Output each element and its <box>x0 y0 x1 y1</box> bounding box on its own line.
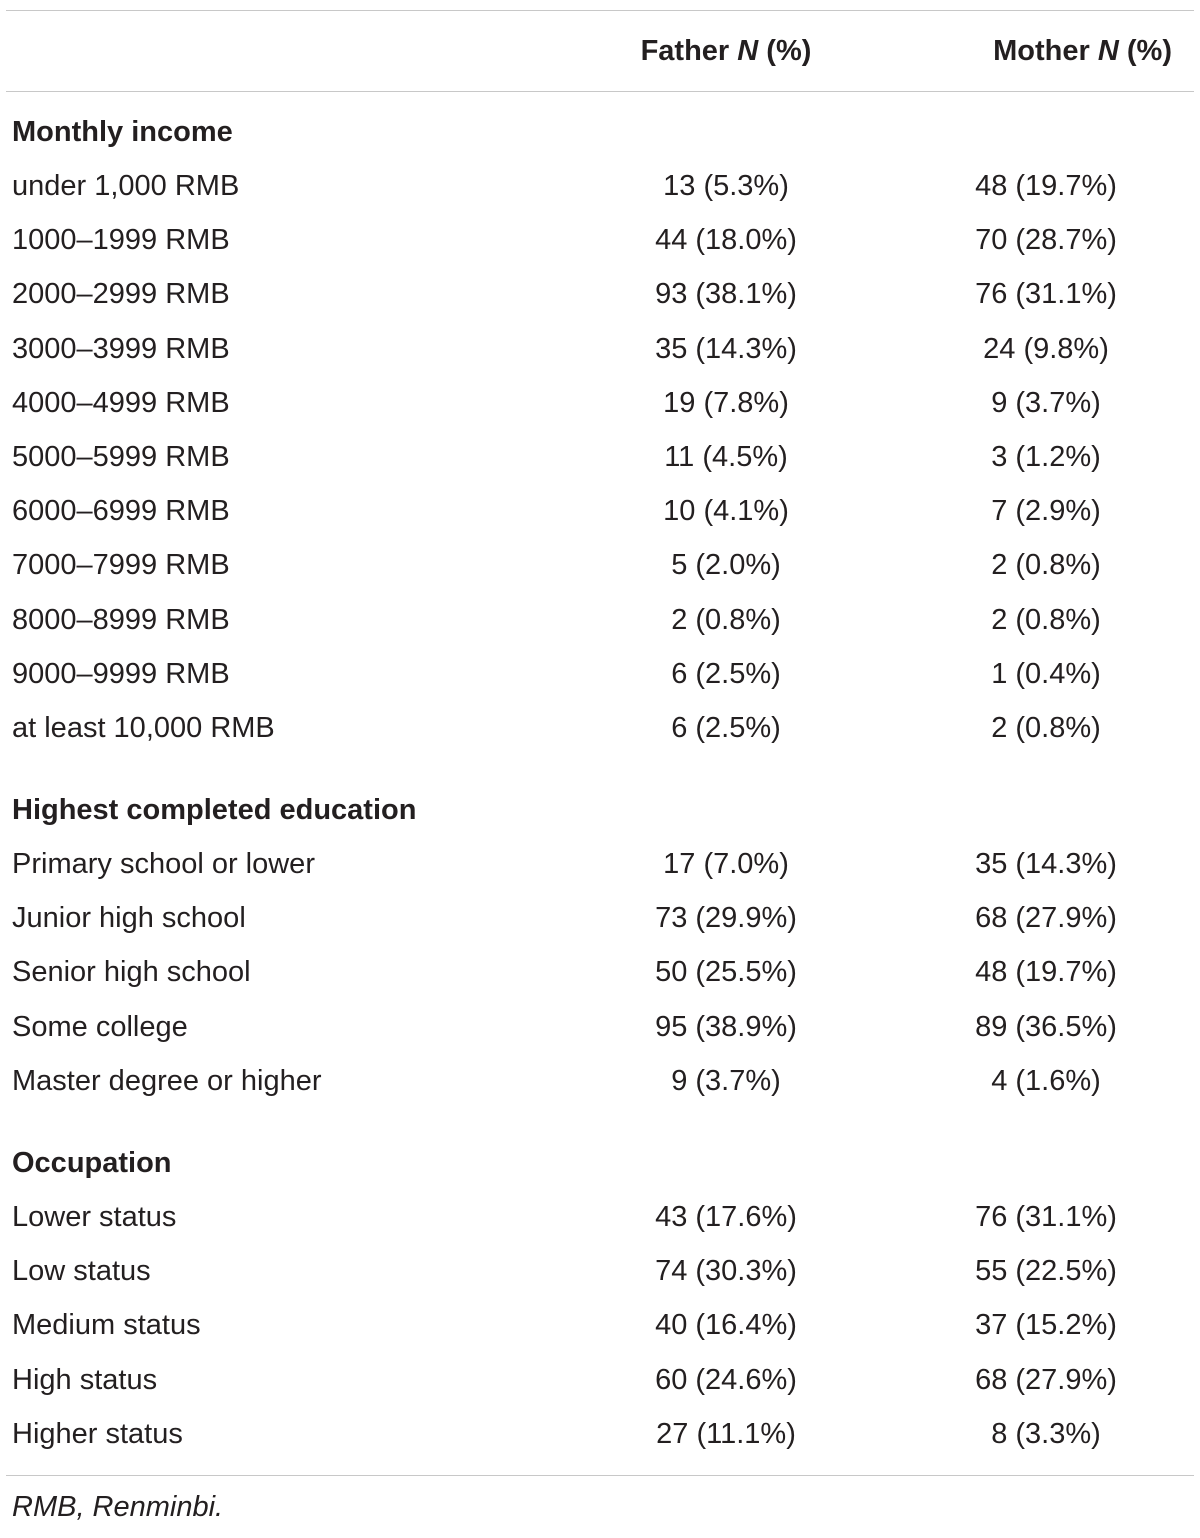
table-footnote: RMB, Renminbi. <box>12 1490 224 1523</box>
father-value: 6 (2.5%) <box>671 657 781 690</box>
table-row <box>6 322 1194 376</box>
mother-value: 35 (14.3%) <box>975 848 1117 881</box>
table-row <box>6 538 1194 592</box>
row-label: 1000–1999 RMB <box>12 224 230 257</box>
table-row <box>6 1353 1194 1407</box>
section-title: Occupation <box>12 1147 172 1179</box>
row-label: 2000–2999 RMB <box>12 278 230 311</box>
section-title: Highest completed education <box>12 794 417 827</box>
row-label: Master degree or higher <box>12 1064 322 1097</box>
father-value: 40 (16.4%) <box>655 1309 797 1342</box>
row-label: at least 10,000 RMB <box>12 711 275 744</box>
table-row <box>6 647 1194 701</box>
father-value: 27 (11.1%) <box>656 1417 796 1450</box>
father-value: 43 (17.6%) <box>655 1201 797 1233</box>
mother-value: 55 (22.5%) <box>975 1255 1117 1288</box>
mother-n-label: N <box>1097 34 1119 67</box>
row-label: Medium status <box>12 1309 201 1342</box>
row-label: Junior high school <box>12 902 246 935</box>
table-row <box>6 267 1194 321</box>
table-row <box>6 159 1194 213</box>
row-label: Primary school or lower <box>12 848 315 881</box>
mother-pct-label: (%) <box>1126 34 1172 67</box>
mother-value: 48 (19.7%) <box>975 170 1117 202</box>
father-value: 60 (24.6%) <box>655 1363 797 1396</box>
mother-value: 70 (28.7%) <box>975 224 1117 257</box>
table-row <box>6 837 1194 891</box>
mother-value: 4 (1.6%) <box>991 1064 1101 1097</box>
mother-value: 2 (0.8%) <box>991 549 1101 582</box>
table-row <box>6 593 1194 647</box>
section-gap <box>6 755 1194 783</box>
row-label: Senior high school <box>12 956 251 989</box>
table-body <box>6 92 1194 1475</box>
row-label: 7000–7999 RMB <box>12 549 230 582</box>
mother-value: 48 (19.7%) <box>975 956 1117 989</box>
row-label: 4000–4999 RMB <box>12 386 230 419</box>
row-label: 6000–6999 RMB <box>12 495 230 528</box>
father-value: 9 (3.7%) <box>671 1064 781 1097</box>
section-title: Monthly income <box>12 116 233 148</box>
table-row <box>6 376 1194 430</box>
father-value: 95 (38.9%) <box>655 1010 797 1043</box>
mother-value: 8 (3.3%) <box>991 1417 1101 1450</box>
mother-value: 3 (1.2%) <box>991 440 1101 473</box>
father-n-label: N <box>737 34 759 67</box>
mother-value: 76 (31.1%) <box>975 278 1117 311</box>
table-row <box>6 891 1194 945</box>
row-label: under 1,000 RMB <box>12 170 240 202</box>
mother-value: 68 (27.9%) <box>975 902 1117 935</box>
mother-value: 37 (15.2%) <box>975 1309 1117 1342</box>
table-row <box>6 484 1194 538</box>
section-gap <box>6 1108 1194 1136</box>
table-row <box>6 945 1194 999</box>
demographics-table <box>6 0 1194 1538</box>
father-value: 19 (7.8%) <box>663 386 789 419</box>
table-row <box>6 1298 1194 1352</box>
mother-value: 89 (36.5%) <box>975 1010 1117 1043</box>
table-header <box>6 11 1194 91</box>
father-value: 93 (38.1%) <box>655 278 797 311</box>
father-value: 73 (29.9%) <box>655 902 797 935</box>
mother-value: 2 (0.8%) <box>991 603 1101 636</box>
father-value: 35 (14.3%) <box>655 332 797 365</box>
table-row <box>6 701 1194 755</box>
mother-value: 24 (9.8%) <box>983 332 1109 365</box>
row-label: High status <box>12 1363 158 1396</box>
table-row <box>6 1054 1194 1108</box>
father-label: Father <box>640 34 730 67</box>
table-row <box>6 213 1194 267</box>
father-value: 13 (5.3%) <box>663 170 789 202</box>
table-row <box>6 430 1194 484</box>
row-label: Higher status <box>12 1417 183 1450</box>
father-value: 5 (2.0%) <box>671 549 781 582</box>
mother-value: 9 (3.7%) <box>991 386 1101 419</box>
father-value: 50 (25.5%) <box>655 956 797 989</box>
mother-value: 2 (0.8%) <box>991 711 1101 744</box>
row-label: Lower status <box>12 1201 177 1233</box>
row-label: Some college <box>12 1010 188 1043</box>
mother-value: 68 (27.9%) <box>975 1363 1117 1396</box>
table-row <box>6 1000 1194 1054</box>
row-label: 3000–3999 RMB <box>12 332 230 365</box>
father-value: 11 (4.5%) <box>664 440 788 473</box>
header-father <box>566 35 886 68</box>
mother-value: 1 (0.4%) <box>991 657 1101 690</box>
father-value: 6 (2.5%) <box>671 711 781 744</box>
table-row <box>6 1190 1194 1244</box>
father-pct-label: (%) <box>766 34 812 67</box>
father-value: 44 (18.0%) <box>655 224 797 257</box>
father-value: 74 (30.3%) <box>655 1255 797 1288</box>
header-mother <box>886 35 1194 68</box>
table-row <box>6 1407 1194 1461</box>
father-value: 2 (0.8%) <box>671 603 781 636</box>
father-value: 17 (7.0%) <box>663 848 789 881</box>
row-label: Low status <box>12 1255 151 1288</box>
mother-value: 76 (31.1%) <box>975 1201 1117 1233</box>
table-row <box>6 1244 1194 1298</box>
mother-value: 7 (2.9%) <box>991 495 1101 528</box>
row-label: 5000–5999 RMB <box>12 440 230 473</box>
father-value: 10 (4.1%) <box>663 495 789 528</box>
mother-label: Mother <box>993 34 1090 67</box>
row-label: 9000–9999 RMB <box>12 657 230 690</box>
row-label: 8000–8999 RMB <box>12 603 230 636</box>
